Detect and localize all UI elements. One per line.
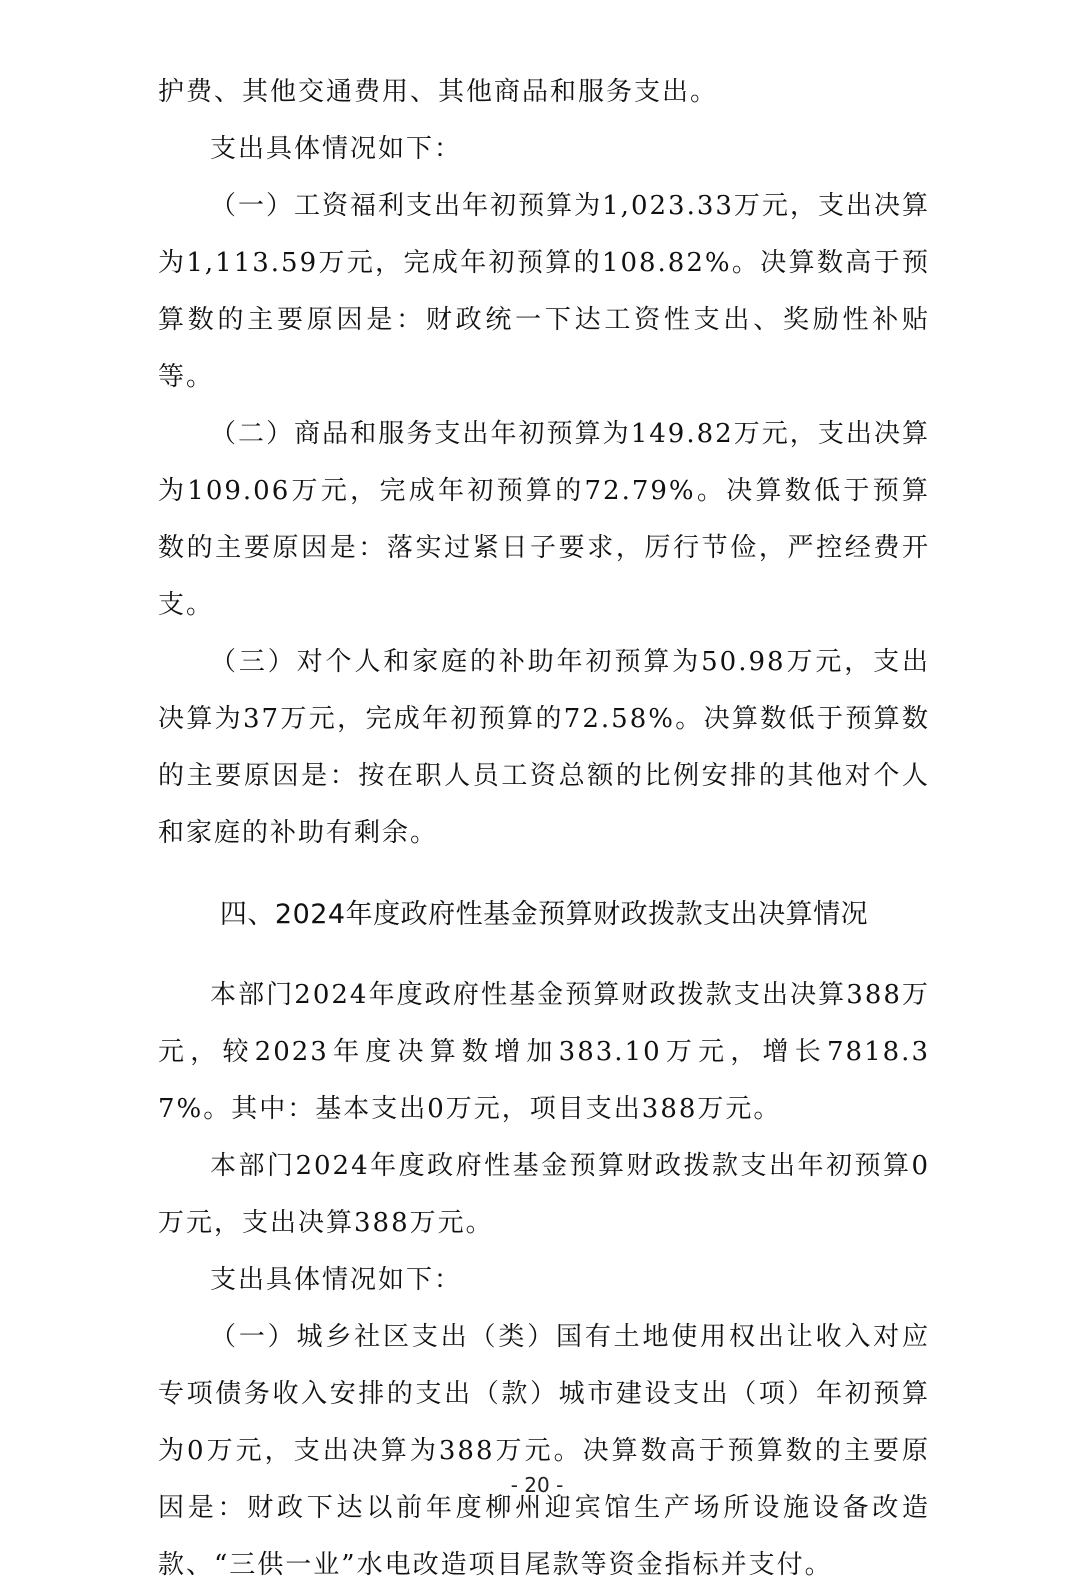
paragraph-fund-details-intro: 支出具体情况如下： [210, 1265, 463, 1295]
paragraph-expense-details-intro: 支出具体情况如下： [210, 134, 463, 164]
page-number: - 20 - [510, 1473, 564, 1497]
paragraph-continuation: 护费、其他交通费用、其他商品和服务支出。 [158, 77, 719, 107]
page-content [158, 64, 930, 1594]
paragraph-urban-rural-expense: （一）城乡社区支出（类）国有土地使用权出让收入对应专项债务收入安排的支出（款）城市建设支出（项）年初预算为0万元，支出决算为388万元。决算数高于预算数的主要原因是：财政下达以前年度柳州迎宾馆生产场所设施设备改造款、“三供一业”水电改造项目尾款等资金指标并支付。 [158, 1322, 930, 1580]
paragraph-goods-services: （二）商品和服务支出年初预算为149.82万元，支出决算为109.06万元，完成年初预算的72.79%。决算数低于预算数的主要原因是：落实过紧日子要求，厉行节俭，严控经费开支。 [158, 419, 930, 620]
paragraph-fund-budget-initial: 本部门2024年度政府性基金预算财政拨款支出年初预算0万元，支出决算388万元。 [158, 1151, 930, 1238]
paragraph-wages-welfare: （一）工资福利支出年初预算为1,023.33万元，支出决算为1,113.59万元，完成年初预算的108.82%。决算数高于预算数的主要原因是：财政统一下达工资性支出、奖励性补贴等。 [158, 191, 930, 392]
paragraph-fund-budget-summary: 本部门2024年度政府性基金预算财政拨款支出决算388万元，较2023年度决算数增加383.10万元，增长7818.37%。其中：基本支出0万元，项目支出388万元。 [158, 980, 930, 1124]
section-heading: 四、2024年度政府性基金预算财政拨款支出决算情况 [219, 899, 869, 930]
paragraph-individual-family-subsidy: （三）对个人和家庭的补助年初预算为50.98万元，支出决算为37万元，完成年初预算的72.58%。决算数低于预算数的主要原因是：按在职人员工资总额的比例安排的其他对个人和家庭的补助有剩余。 [158, 647, 930, 848]
